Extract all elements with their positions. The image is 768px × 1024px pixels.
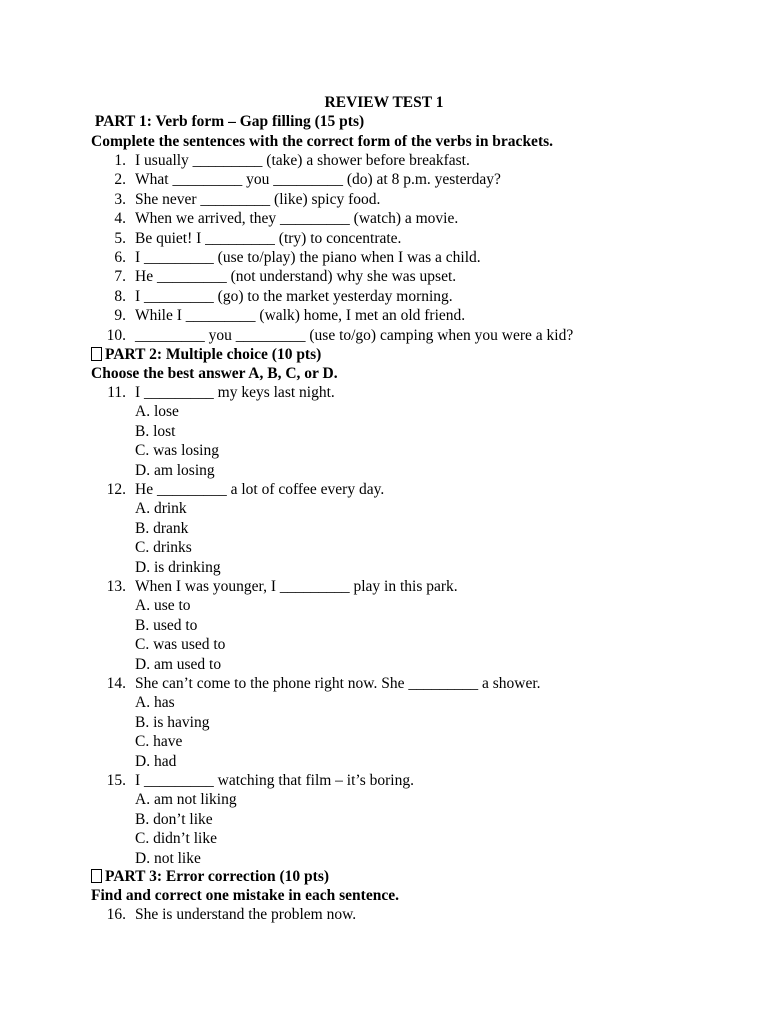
part3-heading bbox=[91, 867, 329, 886]
answer-option: D. not like bbox=[135, 849, 201, 867]
gap-item-text: She never _________ (like) spicy food. bbox=[135, 190, 381, 208]
part1-instruction: Complete the sentences with the correct form of the verbs in brackets. bbox=[91, 133, 554, 150]
answer-option: A. drink bbox=[135, 500, 187, 518]
answer-option: D. had bbox=[135, 752, 177, 770]
gap-item-number: 1. bbox=[114, 152, 126, 169]
gap-item-text: I usually _________ (take) a shower before breakfast. bbox=[135, 152, 470, 169]
answer-option: D. am used to bbox=[135, 655, 222, 673]
gap-item-text: I _________ (go) to the market yesterday morning. bbox=[135, 287, 453, 305]
answer-option: D. is drinking bbox=[135, 558, 221, 576]
mc-question-number: 13. bbox=[106, 578, 126, 595]
part2-instruction: Choose the best answer A, B, C, or D. bbox=[91, 365, 338, 382]
answer-option: C. have bbox=[135, 733, 183, 751]
gap-item-text: _________ you _________ (use to/go) camping when you were a kid? bbox=[135, 326, 574, 344]
gap-item-text: I _________ (use to/play) the piano when I was a child. bbox=[135, 249, 481, 266]
answer-option: C. was losing bbox=[135, 442, 219, 460]
answer-option: C. didn’t like bbox=[135, 830, 217, 848]
gap-item-text: What _________ you _________ (do) at 8 p.m. yesterday? bbox=[135, 171, 501, 189]
gap-item-number: 2. bbox=[114, 171, 126, 189]
gap-item-number: 5. bbox=[114, 229, 126, 247]
gap-item-number: 8. bbox=[114, 287, 126, 305]
gap-item-text: While I _________ (walk) home, I met an old friend. bbox=[135, 307, 466, 325]
part3-instruction: Find and correct one mistake in each sentence. bbox=[91, 887, 399, 904]
answer-option: B. don’t like bbox=[135, 810, 213, 828]
missing-glyph-icon bbox=[91, 347, 102, 361]
mc-question-text: When I was younger, I _________ play in this park. bbox=[135, 578, 458, 595]
gap-item-text: Be quiet! I _________ (try) to concentrate. bbox=[135, 229, 402, 247]
error-item-text: She is understand the problem now. bbox=[135, 906, 357, 923]
mc-question-number: 15. bbox=[106, 772, 126, 789]
gap-item-number: 7. bbox=[114, 268, 126, 286]
answer-option: C. drinks bbox=[135, 539, 192, 557]
gap-item-text: He _________ (not understand) why she was upset. bbox=[135, 268, 457, 286]
page-title: REVIEW TEST 1 bbox=[324, 94, 444, 111]
part1-heading-rest: Verb form – Gap filling (15 pts) bbox=[151, 113, 365, 130]
part1-heading bbox=[91, 112, 364, 131]
gap-item-text: When we arrived, they _________ (watch) a movie. bbox=[135, 210, 459, 228]
gap-item-number: 9. bbox=[114, 307, 126, 325]
answer-option: A. lose bbox=[135, 403, 179, 421]
answer-option: D. am losing bbox=[135, 461, 215, 479]
mc-question-text: I _________ my keys last night. bbox=[135, 384, 335, 401]
answer-option: B. drank bbox=[135, 519, 189, 537]
missing-glyph-icon bbox=[91, 869, 102, 883]
gap-item-number: 6. bbox=[114, 249, 126, 266]
error-item-number: 16. bbox=[106, 906, 126, 923]
mc-question-number: 11. bbox=[107, 384, 126, 401]
answer-option: B. lost bbox=[135, 422, 176, 440]
part1-heading-label: PART 1: bbox=[94, 113, 152, 130]
answer-option: C. was used to bbox=[135, 636, 226, 654]
part2-heading bbox=[91, 345, 321, 364]
mc-question-text: I _________ watching that film – it’s boring. bbox=[135, 772, 414, 789]
gap-item-number: 3. bbox=[114, 190, 126, 208]
gap-item-number: 10. bbox=[106, 326, 126, 344]
mc-question-number: 14. bbox=[106, 675, 126, 692]
mc-question-text: He _________ a lot of coffee every day. bbox=[135, 481, 385, 498]
answer-option: B. is having bbox=[135, 713, 210, 731]
answer-option: B. used to bbox=[135, 616, 198, 634]
answer-option: A. am not liking bbox=[135, 791, 237, 809]
mc-question-number: 12. bbox=[106, 481, 126, 498]
part2-heading-text: PART 2: Multiple choice (10 pts) bbox=[105, 346, 322, 363]
mc-question-text: She can’t come to the phone right now. She _________ a shower. bbox=[135, 675, 541, 692]
gap-item-number: 4. bbox=[114, 210, 126, 228]
part3-heading-text: PART 3: Error correction (10 pts) bbox=[105, 868, 330, 885]
answer-option: A. use to bbox=[135, 597, 191, 615]
answer-option: A. has bbox=[135, 694, 175, 712]
